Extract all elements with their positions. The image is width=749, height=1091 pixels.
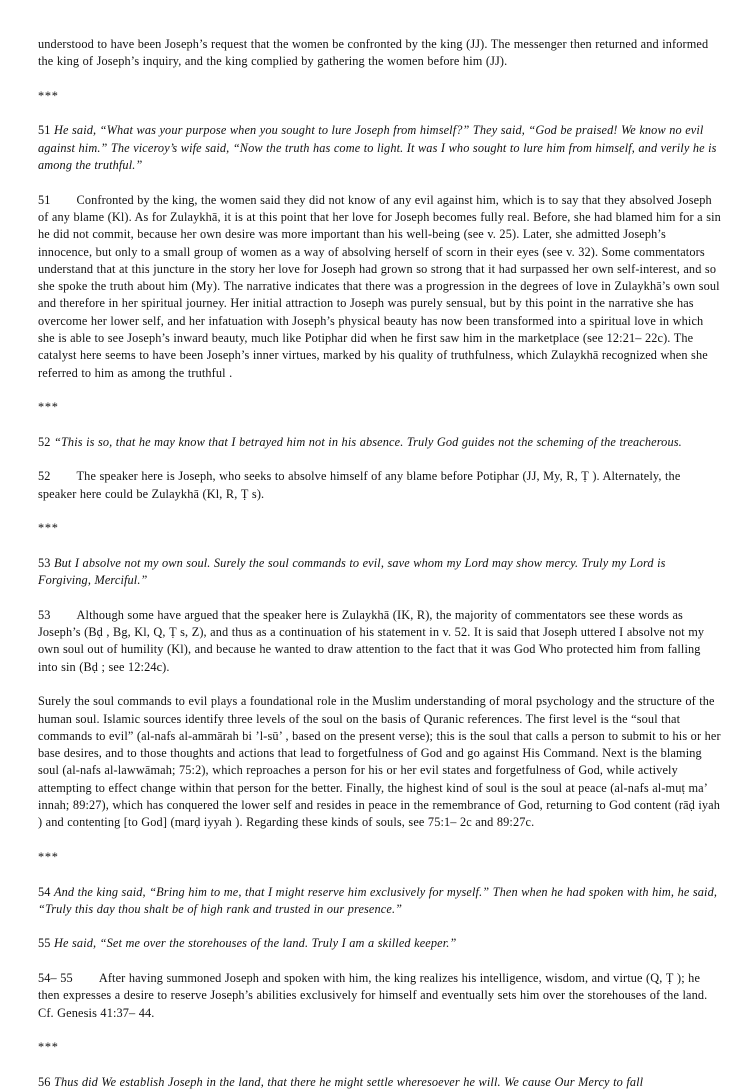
spacer	[38, 866, 721, 883]
verse-52	[38, 434, 721, 451]
spacer	[38, 382, 721, 399]
verse-55	[38, 935, 721, 952]
verse-body: And the king said, “Bring him to me, that I might reserve him exclusively for myself.” Then when he had spoken with him, he said, “Truly this day thou shalt be of high rank and trusted in our presence.”	[38, 884, 718, 916]
commentary-number: 52	[38, 469, 51, 484]
commentary-text: The speaker here is Joseph, who seeks to absolve himself of any blame before Potiphar (JJ, My, R, Ṭ ). Alternately, the speaker here could be Zulaykhā (Kl, R, Ṭ s).	[38, 469, 681, 501]
verse-number: 54	[38, 884, 51, 899]
verse-body: He said, “Set me over the storehouses of the land. Truly I am a skilled keeper.”	[54, 936, 457, 951]
spacer	[38, 71, 721, 88]
commentary-text: After having summoned Joseph and spoken with him, the king realizes his intelligence, wisdom, and virtue (Q, Ṭ ); he then expresses a desire to reserve Joseph’s abilities exclusively for himself and eventually sets him over the storehouses of the land. Cf. Genesis 41:37– 44.	[38, 971, 708, 1020]
verse-body: Thus did We establish Joseph in the land, that there he might settle wheresoever he will. We cause Our Mercy to fall	[54, 1074, 644, 1089]
commentary-53	[38, 607, 721, 676]
verse-number: 52	[38, 434, 51, 449]
verse-body: “This is so, that he may know that I betrayed him not in his absence. Truly God guides not the scheming of the treacherous.	[54, 434, 682, 449]
verse-number: 55	[38, 936, 51, 951]
verse-number: 56	[38, 1074, 51, 1089]
verse-text	[38, 123, 717, 172]
verse-number: 53	[38, 555, 51, 570]
verse-text	[54, 435, 682, 449]
verse-text	[38, 885, 717, 916]
divider-text: ***	[38, 88, 59, 103]
spacer	[38, 451, 721, 468]
divider-text: ***	[38, 400, 59, 415]
note-text: Surely the soul commands to evil plays a foundational role in the Muslim understanding of moral psychology and the structure of the human soul. Islamic sources identify three levels of the soul on the basis of Quranic references. The first level is the “soul that commands to evil” (al-nafs al-ammārah bi ’l-sū’ , based on the present verse); this is the soul that calls a person to submit to his or her base desires, and to those thoughts and actions that lead to forgetfulness of God and go against His Command. Next is the blaming soul (al-nafs al-lawwāmah; 75:2), which reproaches a person for his or her evil states and forgetfulness of God, while actively attempting to effect change within that person for the better. Finally, the highest kind of soul is the soul at peace (al-nafs al-muṭ ma’ innah; 89:27), which has conquered the lower self and resides in peace in the remembrance of God, returning to God content (rāḍ iyah ) and contenting [to God] (marḍ iyyah ). Regarding these kinds of souls, see 75:1– 2c and 89:27c.	[38, 694, 721, 830]
verse-text	[54, 1075, 643, 1089]
commentary-number: 51	[38, 192, 51, 207]
verse-number: 51	[38, 123, 51, 138]
commentary-52	[38, 468, 721, 503]
commentary-51	[38, 192, 721, 382]
divider-text: ***	[38, 849, 59, 864]
spacer	[38, 832, 721, 849]
spacer	[38, 105, 721, 122]
spacer	[38, 503, 721, 520]
spacer	[38, 953, 721, 970]
commentary-text: Confronted by the king, the women said they did not know of any evil against him, which is to say that they absolved Joseph of any blame (Kl). As for Zulaykhā, it is at this point that her love for Joseph becomes fully real. Before, she had blamed him for a sin he did not commit, because her own desire was more important than his well-being (see v. 25). Later, she admitted Joseph’s innocence, but only to a small group of women as a way of absolving herself of scorn in their eyes (see v. 32). Some commentators understand that at this juncture in the story her love for Joseph had grown so strong that it had surpassed her own self-interest, and so she spoke the truth about him (My). The narrative indicates that there was a progression in the degrees of love in Zulaykhā’s own soul and therefore in her spiritual journey. Her initial attraction to Joseph was purely sensual, but by this point in the narrative she has overcome her lower self, and her infatuation with Joseph’s physical beauty has now been transformed into a spiritual love in which she is able to see Joseph’s inward beauty, much like Potiphar did when he first saw him in the marketplace (see 12:21– 22c). The catalyst here seems to have been Joseph’s inner virtues, marked by his quality of truthfulness, which Zulaykhā recognized when she referred to him as among the truthful .	[38, 192, 721, 380]
section-divider	[38, 849, 721, 866]
divider-text: ***	[38, 1040, 59, 1055]
spacer	[38, 676, 721, 693]
commentary-text: Although some have argued that the speaker here is Zulaykhā (IK, R), the majority of commentators see these words as Joseph’s (Bḍ , Bg, Kl, Q, Ṭ s, Z), and thus as a continuation of his statement in v. 52. It is said that Joseph uttered I absolve not my own soul out of humility (Kl), and because he wanted to draw attention to the fact that it was God Who protected him from falling into sin (Bḍ ; see 12:24c).	[38, 607, 705, 674]
page-content	[38, 36, 721, 1091]
spacer	[38, 417, 721, 434]
section-divider	[38, 399, 721, 416]
commentary-number: 53	[38, 607, 51, 622]
spacer	[38, 1057, 721, 1074]
spacer	[38, 174, 721, 191]
section-divider	[38, 1039, 721, 1056]
commentary-54-55	[38, 970, 721, 1022]
verse-53	[38, 555, 721, 590]
paragraph-text: understood to have been Joseph’s request that the women be confronted by the king (JJ). The messenger then returned and informed the king of Joseph’s inquiry, and the king complied by gathering the women before him (JJ).	[38, 37, 709, 69]
divider-text: ***	[38, 521, 59, 536]
verse-text	[38, 556, 666, 587]
paragraph-continuation	[38, 36, 721, 71]
verse-body: He said, “What was your purpose when you sought to lure Joseph from himself?” They said, “God be praised! We know no evil against him.” The viceroy’s wife said, “Now the truth has come to light. It was I who sought to lure him from himself, and verily he is among the truthful.”	[38, 123, 717, 173]
spacer	[38, 1022, 721, 1039]
spacer	[38, 590, 721, 607]
commentary-note-soul	[38, 693, 721, 831]
verse-text	[54, 936, 456, 950]
verse-body: But I absolve not my own soul. Surely the soul commands to evil, save whom my Lord may show mercy. Truly my Lord is Forgiving, Merciful.”	[38, 555, 666, 588]
section-divider	[38, 88, 721, 105]
spacer	[38, 918, 721, 935]
section-divider	[38, 520, 721, 537]
commentary-number: 54– 55	[38, 971, 73, 986]
verse-56	[38, 1074, 721, 1091]
verse-54	[38, 884, 721, 919]
verse-51	[38, 122, 721, 174]
spacer	[38, 538, 721, 555]
